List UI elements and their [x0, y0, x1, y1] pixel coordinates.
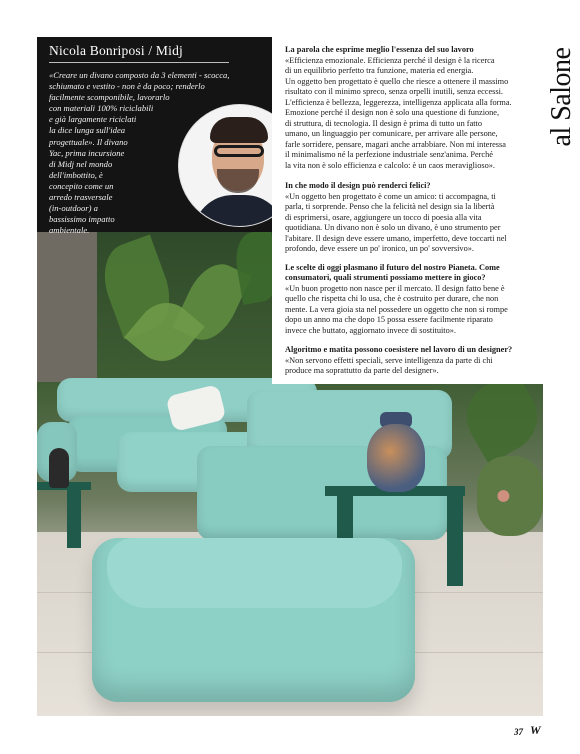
intro-line: Yac, prima incursione — [49, 147, 125, 158]
section-title-text: al Salone — [546, 47, 577, 147]
answer-line: l'abitare. Il design deve essere umano, imperfetto, deve toccarti nel — [285, 233, 507, 243]
intro-line: bassissimo impatto — [49, 214, 115, 225]
intro-line: concepito come un — [49, 180, 114, 191]
portrait-beard — [217, 169, 259, 193]
intro-line: «Creare un divano composto da 3 elementi - scocca, — [49, 70, 230, 80]
photo-wall — [37, 232, 97, 382]
answer-line: Emozione perché il design non è solo una questione di funzione, — [285, 108, 500, 118]
designer-profile-box — [37, 37, 272, 236]
answer-4 — [285, 356, 540, 377]
answer-line: quotidiana. Un divano non è solo un divano, è uno strumento per — [285, 223, 501, 233]
answer-line: «Un oggetto ben progettato è come un amico: ti accompagna, ti — [285, 192, 496, 201]
answer-line: Un oggetto ben progettato è quello che riesce a ottenere il massimo — [285, 76, 509, 86]
page-number: 37 — [514, 727, 523, 737]
question-3 — [285, 263, 540, 284]
answer-line: quello che rispetta chi lo usa, che è costruito per durare, che non — [285, 294, 499, 304]
answer-line: il minimalismo né la perfezione industriale senz'anima. Perché — [285, 150, 493, 160]
intro-line: arredo trasversale — [49, 192, 113, 203]
answer-line: di esprimersi, osare, aggiungere un tocco di poesia alla vita — [285, 212, 482, 222]
magazine-logo: W — [530, 723, 540, 737]
answer-line: «Non servono effetti speciali, serve intelligenza da parte di chi — [285, 356, 493, 365]
question-1 — [285, 45, 540, 55]
answer-1 — [285, 56, 540, 171]
ottoman-top — [107, 538, 402, 608]
answer-line: dopo un anno ma che dopo 15 possa essere facilmente riparato — [285, 315, 493, 325]
question-line: Algoritmo e matita possono coesistere nel lavoro di un designer? — [285, 345, 513, 354]
interview-box — [272, 37, 543, 384]
portrait-hair — [210, 117, 268, 143]
section-title-vertical — [546, 37, 576, 157]
intro-line: di Midj nel mondo — [49, 158, 113, 169]
intro-line: con materiali 100% riciclabili — [49, 103, 154, 114]
answer-3 — [285, 284, 540, 336]
side-table-left-leg — [67, 488, 81, 548]
answer-line: di struttura, di tecnologia. Il design è prima di tutto un fatto — [285, 118, 483, 128]
answer-line: risultato con il minimo spreco, senza orpelli inutili, senza eccessi. — [285, 87, 503, 97]
intro-line: e già largamente riciclati — [49, 114, 137, 125]
designer-name: Nicola Bonriposi / Midj — [49, 43, 183, 58]
answer-line: umano, un linguaggio per comunicare, per arrivare alle persone, — [285, 129, 498, 139]
side-table-right-leg — [447, 494, 463, 586]
intro-line: facilmente scomponibile, lavorarlo — [49, 92, 170, 103]
answer-line: «Un buon progetto non nasce per il mercato. Il design fatto bene è — [285, 284, 505, 293]
answer-line: produce ma soprattutto da parte del designer». — [285, 366, 439, 376]
answer-line: L'efficienza è bellezza, leggerezza, intelligenza applicata alla forma. — [285, 97, 512, 107]
sculpture — [49, 448, 69, 488]
portrait-glasses — [214, 145, 264, 157]
intro-line: (in-outdoor) a — [49, 203, 98, 214]
answer-line: la vita non è solo efficienza e calcolo: è un caos meraviglioso». — [285, 160, 495, 170]
intro-line: ambientale. — [49, 225, 90, 236]
answer-line: di un equilibrio perfetto tra funzione, materia ed energia. — [285, 66, 474, 76]
answer-2 — [285, 192, 540, 255]
answer-line: parla, ti sorprende. Penso che la felicità nel design sia la libertà — [285, 202, 495, 212]
question-4 — [285, 345, 540, 355]
question-2 — [285, 181, 540, 191]
answer-line: invece che buttato, aggiornato invece di sostituito». — [285, 325, 456, 335]
vase — [367, 424, 425, 492]
intro-line: progettuale». Il divano — [49, 136, 128, 147]
answer-line: mente. La vera gioia sta nel possedere un oggetto che non si rompe — [285, 304, 508, 314]
question-line: Le scelte di oggi plasmano il futuro del nostro Pianeta. Come — [285, 263, 500, 272]
answer-line: profondo, deve essere un po' ironico, un po' sovversivo». — [285, 244, 474, 254]
flower-bush — [477, 456, 543, 536]
intro-line: dell'imbottito, è — [49, 169, 103, 180]
question-line: In che modo il design può renderci felici? — [285, 181, 431, 190]
answer-line: «Efficienza emozionale. Efficienza perché il design è la ricerca — [285, 56, 495, 65]
intro-line: schiumato e vestito - non è da poco; renderlo — [49, 81, 205, 92]
question-line: consumatori, quali strumenti possiamo mettere in gioco? — [285, 273, 486, 283]
answer-line: farle sorridere, pensare, magari anche arrabbiare. Non mi interessa — [285, 139, 506, 149]
title-rule — [49, 62, 229, 63]
question-line: La parola che esprime meglio l'essenza del suo lavoro — [285, 45, 474, 54]
intro-line: la dice lunga sull'idea — [49, 125, 126, 136]
